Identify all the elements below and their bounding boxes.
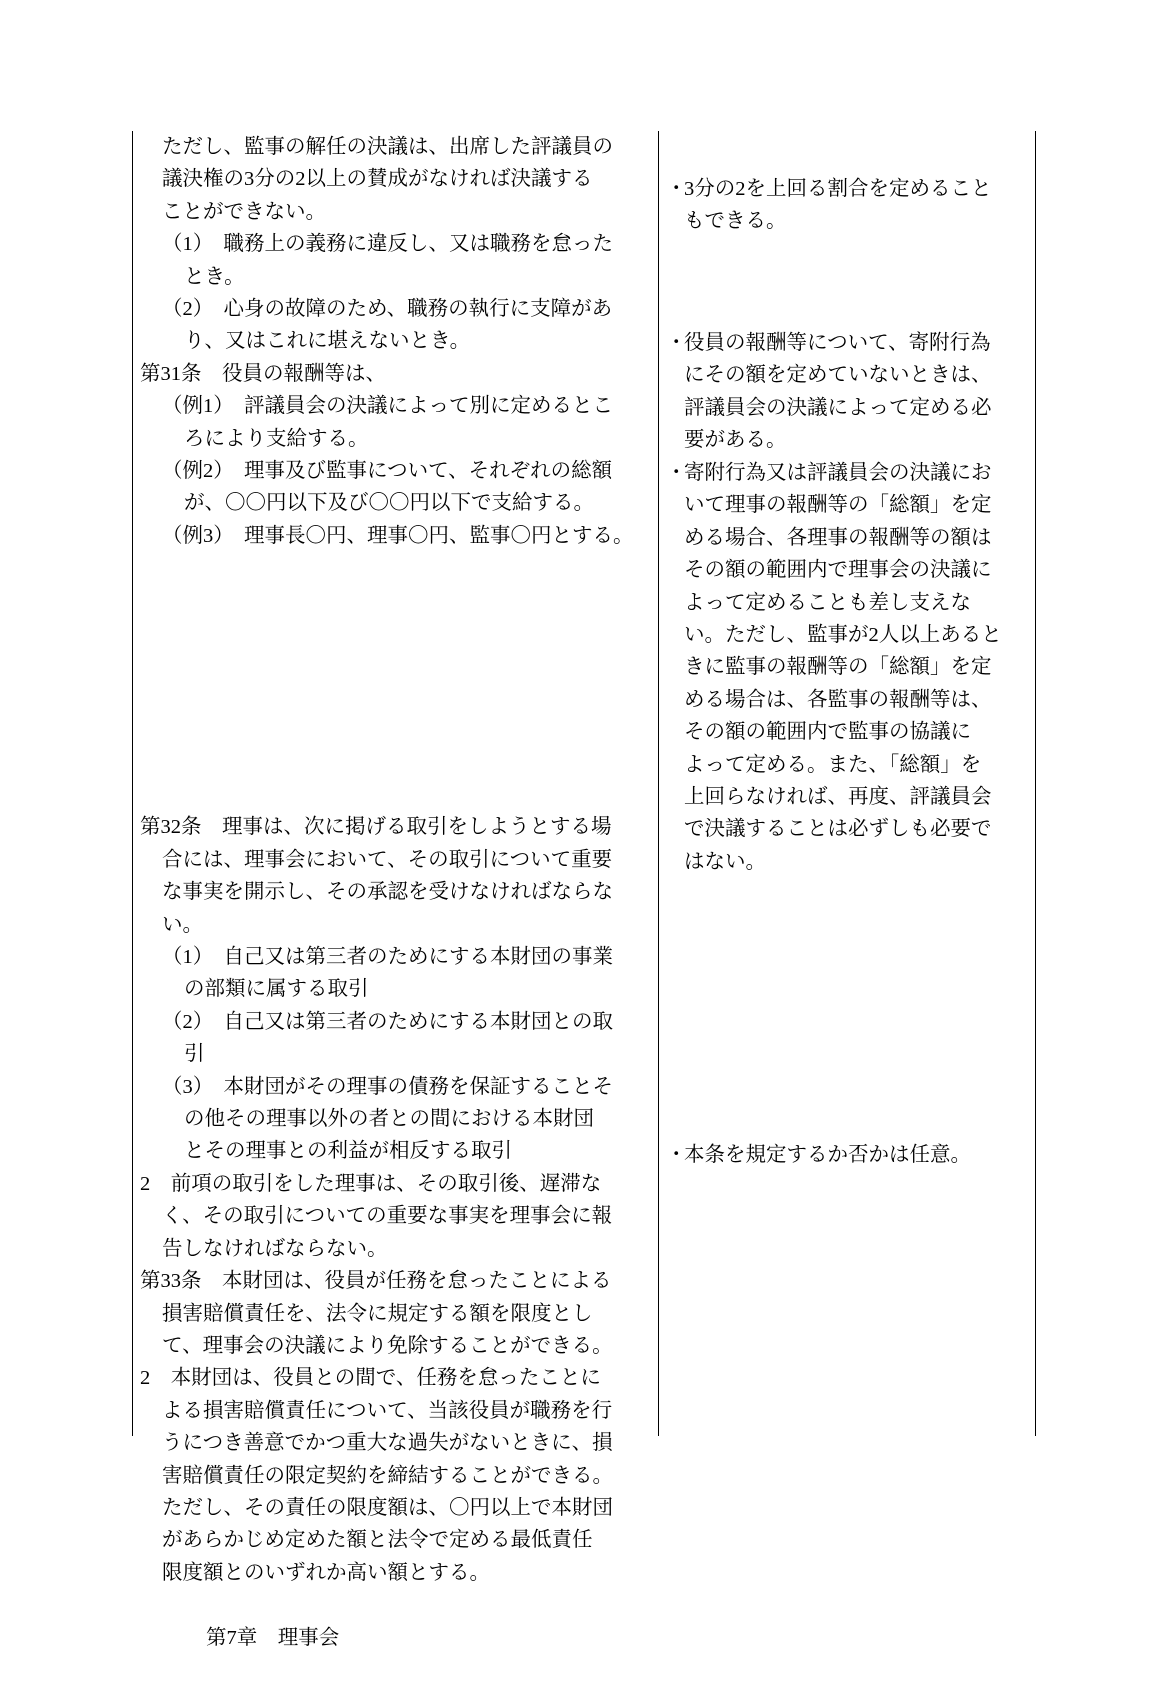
text-block <box>140 1265 618 1589</box>
note-line: よって定める。また、「総額」を <box>684 753 982 776</box>
document-line: 第31条 役員の報酬等は、 <box>140 362 386 385</box>
note-line: よって定めることも差し支えな <box>684 591 971 614</box>
document-line: （例2） 理事及び監事について、それぞれの総額 <box>162 460 613 483</box>
document-line: ただし、監事の解任の決議は、出席した評議員の <box>162 136 613 158</box>
note-line: いて理事の報酬等の「総額」を定 <box>684 494 992 517</box>
note-text <box>684 1139 1034 1171</box>
blank-line <box>140 617 618 649</box>
note-line: 寄附行為又は評議員会の決議にお <box>684 462 992 484</box>
bullet-icon: ・ <box>666 1144 687 1166</box>
blank-line <box>140 714 618 746</box>
note-line: 3分の2を上回る割合を定めること <box>684 178 992 200</box>
document-line: （2） 心身の故障のため、職務の執行に支障があ <box>162 298 613 321</box>
document-line: うにつき善意でかつ重大な過失がないときに、損 <box>162 1432 613 1455</box>
text-block <box>140 1622 618 1654</box>
note-line: はない。 <box>684 850 766 873</box>
note-line: める場合は、各監事の報酬等は、 <box>684 688 992 711</box>
note-text <box>684 173 1034 238</box>
document-line: ろにより支給する。 <box>184 427 369 450</box>
document-line: 議決権の3分の2以上の賛成がなければ決議する <box>162 168 593 191</box>
document-line: の部類に属する取引 <box>184 978 369 1001</box>
document-line: が、〇〇円以下及び〇〇円以下で支給する。 <box>184 492 594 515</box>
blank-line <box>140 649 618 681</box>
bullet-icon: ・ <box>666 332 687 354</box>
document-line: 告しなければならない。 <box>162 1237 388 1260</box>
text-block <box>140 358 634 552</box>
note-text <box>684 457 1034 878</box>
document-line: （1） 職務上の義務に違反し、又は職務を怠った <box>162 233 613 256</box>
text-block <box>140 1589 618 1621</box>
articles-column <box>140 131 634 1654</box>
note-item <box>666 457 1034 878</box>
note-line: その額の範囲内で理事会の決議に <box>684 559 992 582</box>
document-line: 限度額とのいずれか高い額とする。 <box>162 1561 490 1584</box>
text-block <box>140 552 618 811</box>
note-line: もできる。 <box>684 210 787 233</box>
document-line: い。 <box>162 913 203 936</box>
blank-line <box>140 1589 618 1621</box>
blank-line <box>140 552 618 584</box>
blank-line <box>140 779 618 811</box>
document-line: （2） 自己又は第三者のためにする本財団との取 <box>162 1010 613 1033</box>
column-rule-middle <box>658 131 659 1436</box>
document-line: て、理事会の決議により免除することができる。 <box>162 1334 613 1357</box>
document-line: （例1） 評議員会の決議によって別に定めるとこ <box>162 395 613 418</box>
document-line: 第33条 本財団は、役員が任務を怠ったことによる <box>140 1270 612 1293</box>
note-line: 役員の報酬等について、寄附行為 <box>684 332 991 354</box>
text-block <box>140 811 618 1265</box>
note-item <box>666 327 1034 457</box>
document-line: よる損害賠償責任について、当該役員が職務を行 <box>162 1399 613 1422</box>
document-line: 第32条 理事は、次に掲げる取引をしようとする場 <box>140 816 612 839</box>
document-line: 害賠償責任の限定契約を締結することができる。 <box>162 1464 613 1487</box>
note-line: 上回らなければ、再度、評議員会 <box>684 786 992 809</box>
document-line: ただし、その責任の限度額は、〇円以上で本財団 <box>162 1496 613 1519</box>
document-line: ことができない。 <box>162 200 326 223</box>
document-line: とその理事との利益が相反する取引 <box>184 1140 512 1163</box>
document-line: 引 <box>184 1043 205 1066</box>
bullet-icon: ・ <box>666 178 687 200</box>
note-line: にその額を定めていないときは、 <box>684 364 992 387</box>
blank-line <box>140 585 618 617</box>
note-line: その額の範囲内で監事の協議に <box>684 721 971 744</box>
note-line: 要がある。 <box>684 429 787 452</box>
document-line: があらかじめ定めた額と法令で定める最低責任 <box>162 1529 593 1552</box>
document-line: 合には、理事会において、その取引について重要 <box>162 848 613 871</box>
document-line: （例3） 理事長〇円、理事〇円、監事〇円とする。 <box>162 524 634 547</box>
column-rule-right <box>1035 131 1036 1436</box>
notes-column <box>666 131 1034 1436</box>
note-item <box>666 173 1034 238</box>
note-line: い。ただし、監事が2人以上あると <box>684 624 1002 647</box>
note-text <box>684 327 1034 457</box>
document-line: （1） 自己又は第三者のためにする本財団の事業 <box>162 946 613 969</box>
document-line: とき。 <box>184 265 245 288</box>
document-line: 損害賠償責任を、法令に規定する額を限度とし <box>162 1302 593 1325</box>
note-item <box>666 1139 1034 1171</box>
note-line: 本条を規定するか否かは任意。 <box>684 1144 971 1166</box>
document-line: く、その取引についての重要な事実を理事会に報 <box>162 1205 613 1228</box>
note-line: める場合、各理事の報酬等の額は <box>684 526 992 549</box>
note-line: きに監事の報酬等の「総額」を定 <box>684 656 992 679</box>
document-line: 2 前項の取引をした理事は、その取引後、遅滞な <box>140 1172 602 1195</box>
note-line: 評議員会の決議によって定める必 <box>684 396 992 419</box>
blank-line <box>140 682 618 714</box>
blank-line <box>140 747 618 779</box>
text-block <box>140 131 618 358</box>
column-rule-left <box>132 131 133 1436</box>
document-line: な事実を開示し、その承認を受けなければならな <box>162 881 613 904</box>
document-line: 第7章 理事会 <box>206 1626 340 1649</box>
document-line: の他その理事以外の者との間における本財団 <box>184 1108 594 1131</box>
note-line: で決議することは必ずしも必要で <box>684 818 992 841</box>
document-line: 2 本財団は、役員との間で、任務を怠ったことに <box>140 1367 601 1390</box>
document-line: り、又はこれに堪えないとき。 <box>184 330 471 353</box>
bullet-icon: ・ <box>666 462 687 484</box>
document-line: （3） 本財団がその理事の債務を保証することそ <box>162 1075 613 1098</box>
